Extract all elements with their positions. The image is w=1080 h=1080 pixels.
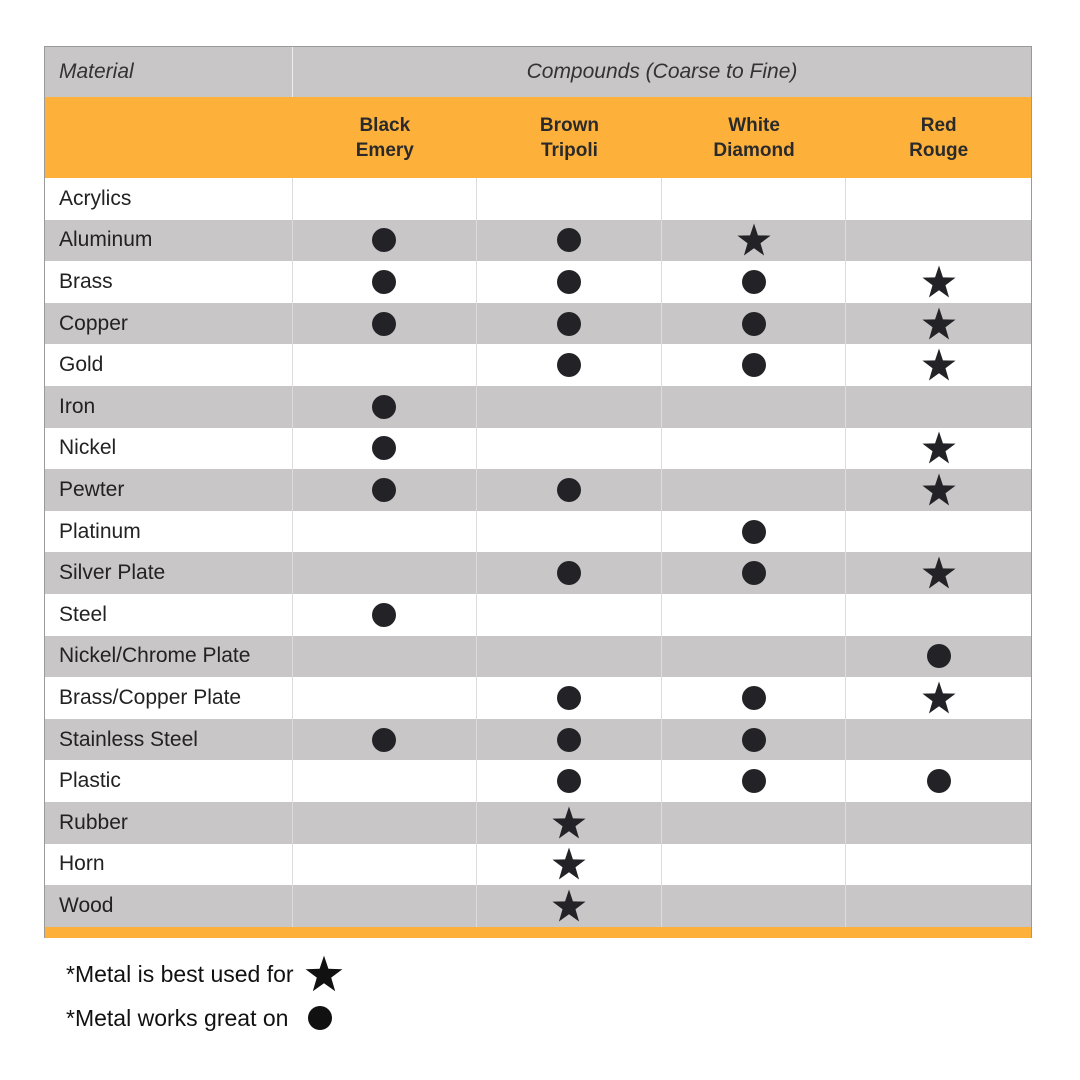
table-row xyxy=(45,760,1031,802)
column-header-line2: Diamond xyxy=(713,139,795,161)
mark-cell xyxy=(477,261,662,303)
star-icon xyxy=(921,430,957,466)
mark-cell xyxy=(846,594,1031,636)
mark-cell xyxy=(293,760,478,802)
material-name: Nickel xyxy=(45,428,293,470)
star-icon xyxy=(921,680,957,716)
dot-icon xyxy=(742,270,766,294)
header-spacer xyxy=(45,97,293,178)
mark-cell xyxy=(662,844,847,886)
legend-best-used xyxy=(66,952,344,996)
mark-cell xyxy=(662,802,847,844)
mark-cell xyxy=(662,220,847,262)
material-name: Platinum xyxy=(45,511,293,553)
material-name: Aluminum xyxy=(45,220,293,262)
material-name: Brass xyxy=(45,261,293,303)
mark-cell xyxy=(293,344,478,386)
table-row xyxy=(45,636,1031,678)
mark-cell xyxy=(293,469,478,511)
compounds-header: Compounds (Coarse to Fine) xyxy=(526,60,798,83)
mark-cell xyxy=(477,760,662,802)
dot-icon xyxy=(557,270,581,294)
dot-icon xyxy=(927,644,951,668)
mark-cell xyxy=(846,511,1031,553)
mark-cell xyxy=(662,469,847,511)
material-name: Iron xyxy=(45,386,293,428)
table-row xyxy=(45,386,1031,428)
table-row xyxy=(45,844,1031,886)
header-row-compounds xyxy=(45,97,1031,178)
dot-icon xyxy=(557,561,581,585)
material-name: Pewter xyxy=(45,469,293,511)
star-icon xyxy=(551,805,587,841)
mark-cell xyxy=(846,178,1031,220)
dot-icon xyxy=(372,312,396,336)
mark-cell xyxy=(846,386,1031,428)
material-name: Gold xyxy=(45,344,293,386)
mark-cell xyxy=(662,760,847,802)
mark-cell xyxy=(662,885,847,927)
table-row xyxy=(45,552,1031,594)
table-row xyxy=(45,802,1031,844)
mark-cell xyxy=(846,636,1031,678)
star-icon xyxy=(921,347,957,383)
mark-cell xyxy=(846,428,1031,470)
column-header-line1: Red xyxy=(920,114,957,136)
legend-works-great-text: *Metal works great on xyxy=(66,1004,289,1031)
column-header-black-emery xyxy=(293,97,478,178)
mark-cell xyxy=(293,428,478,470)
dot-icon xyxy=(742,728,766,752)
dot-icon xyxy=(742,561,766,585)
mark-cell xyxy=(846,677,1031,719)
table-row xyxy=(45,261,1031,303)
mark-cell xyxy=(662,178,847,220)
mark-cell xyxy=(846,844,1031,886)
mark-cell xyxy=(293,719,478,761)
mark-cell xyxy=(662,636,847,678)
legend-works-great xyxy=(66,996,344,1040)
compound-chart xyxy=(44,46,1032,938)
mark-cell xyxy=(293,303,478,345)
star-icon xyxy=(921,306,957,342)
mark-cell xyxy=(293,261,478,303)
column-header-line1: White xyxy=(728,114,780,136)
dot-icon xyxy=(372,478,396,502)
mark-cell xyxy=(662,428,847,470)
legend-best-used-text: *Metal is best used for xyxy=(66,960,294,987)
column-header-red-rouge xyxy=(846,97,1031,178)
dot-icon xyxy=(742,353,766,377)
mark-cell xyxy=(477,636,662,678)
mark-cell xyxy=(477,677,662,719)
table-row xyxy=(45,344,1031,386)
mark-cell xyxy=(662,511,847,553)
dot-icon xyxy=(557,686,581,710)
mark-cell xyxy=(477,844,662,886)
mark-cell xyxy=(477,719,662,761)
mark-cell xyxy=(846,802,1031,844)
mark-cell xyxy=(846,885,1031,927)
dot-icon xyxy=(557,728,581,752)
table-row xyxy=(45,885,1031,927)
header-row-titles xyxy=(45,47,1031,97)
material-name: Rubber xyxy=(45,802,293,844)
star-icon xyxy=(551,888,587,924)
dot-icon xyxy=(742,520,766,544)
mark-cell xyxy=(293,220,478,262)
table-row xyxy=(45,469,1031,511)
mark-cell xyxy=(662,344,847,386)
mark-cell xyxy=(293,594,478,636)
star-icon xyxy=(921,472,957,508)
mark-cell xyxy=(477,428,662,470)
mark-cell xyxy=(293,677,478,719)
dot-icon xyxy=(372,228,396,252)
dot-icon xyxy=(557,478,581,502)
star-icon xyxy=(921,264,957,300)
material-name: Copper xyxy=(45,303,293,345)
mark-cell xyxy=(477,802,662,844)
mark-cell xyxy=(846,261,1031,303)
legend xyxy=(66,952,344,1040)
mark-cell xyxy=(662,719,847,761)
mark-cell xyxy=(477,220,662,262)
dot-icon xyxy=(308,1006,332,1030)
table-row xyxy=(45,594,1031,636)
mark-cell xyxy=(662,677,847,719)
mark-cell xyxy=(477,885,662,927)
mark-cell xyxy=(662,303,847,345)
material-name: Wood xyxy=(45,885,293,927)
column-header-brown-tripoli xyxy=(477,97,662,178)
material-name: Nickel/Chrome Plate xyxy=(45,636,293,678)
material-rows xyxy=(45,178,1031,927)
material-name: Plastic xyxy=(45,760,293,802)
table-row xyxy=(45,220,1031,262)
mark-cell xyxy=(293,885,478,927)
footer-bar xyxy=(45,927,1031,938)
dot-icon xyxy=(557,353,581,377)
mark-cell xyxy=(293,386,478,428)
mark-cell xyxy=(477,511,662,553)
material-name: Stainless Steel xyxy=(45,719,293,761)
table-row xyxy=(45,719,1031,761)
star-icon xyxy=(304,954,344,994)
mark-cell xyxy=(293,636,478,678)
dot-icon xyxy=(557,228,581,252)
mark-cell xyxy=(477,594,662,636)
mark-cell xyxy=(477,344,662,386)
material-name: Brass/Copper Plate xyxy=(45,677,293,719)
mark-cell xyxy=(846,760,1031,802)
table-row xyxy=(45,178,1031,220)
mark-cell xyxy=(477,386,662,428)
mark-cell xyxy=(293,178,478,220)
dot-icon xyxy=(372,436,396,460)
dot-icon xyxy=(742,769,766,793)
star-icon xyxy=(551,846,587,882)
column-header-line1: Black xyxy=(359,114,411,136)
mark-cell xyxy=(477,469,662,511)
mark-cell xyxy=(293,552,478,594)
dot-icon xyxy=(372,270,396,294)
mark-cell xyxy=(477,178,662,220)
dot-icon xyxy=(927,769,951,793)
dot-icon xyxy=(372,728,396,752)
mark-cell xyxy=(846,303,1031,345)
dot-icon xyxy=(557,769,581,793)
dot-icon xyxy=(372,603,396,627)
mark-cell xyxy=(662,594,847,636)
mark-cell xyxy=(477,552,662,594)
material-name: Silver Plate xyxy=(45,552,293,594)
mark-cell xyxy=(846,220,1031,262)
mark-cell xyxy=(477,303,662,345)
column-header-line2: Tripoli xyxy=(540,139,598,161)
star-icon xyxy=(921,555,957,591)
mark-cell xyxy=(846,469,1031,511)
table-row xyxy=(45,428,1031,470)
column-header-line2: Rouge xyxy=(909,139,969,161)
mark-cell xyxy=(662,386,847,428)
mark-cell xyxy=(846,344,1031,386)
table-row xyxy=(45,677,1031,719)
material-header: Material xyxy=(45,47,293,97)
column-header-line1: Brown xyxy=(539,114,599,136)
material-name: Acrylics xyxy=(45,178,293,220)
column-header-line2: Emery xyxy=(355,139,414,161)
dot-icon xyxy=(557,312,581,336)
mark-cell xyxy=(293,511,478,553)
mark-cell xyxy=(846,552,1031,594)
material-name: Steel xyxy=(45,594,293,636)
table-row xyxy=(45,303,1031,345)
mark-cell xyxy=(662,261,847,303)
mark-cell xyxy=(662,552,847,594)
mark-cell xyxy=(293,802,478,844)
column-header-white-diamond xyxy=(662,97,847,178)
star-icon xyxy=(736,222,772,258)
dot-icon xyxy=(742,312,766,336)
table-row xyxy=(45,511,1031,553)
mark-cell xyxy=(293,844,478,886)
mark-cell xyxy=(846,719,1031,761)
material-name: Horn xyxy=(45,844,293,886)
dot-icon xyxy=(742,686,766,710)
dot-icon xyxy=(372,395,396,419)
